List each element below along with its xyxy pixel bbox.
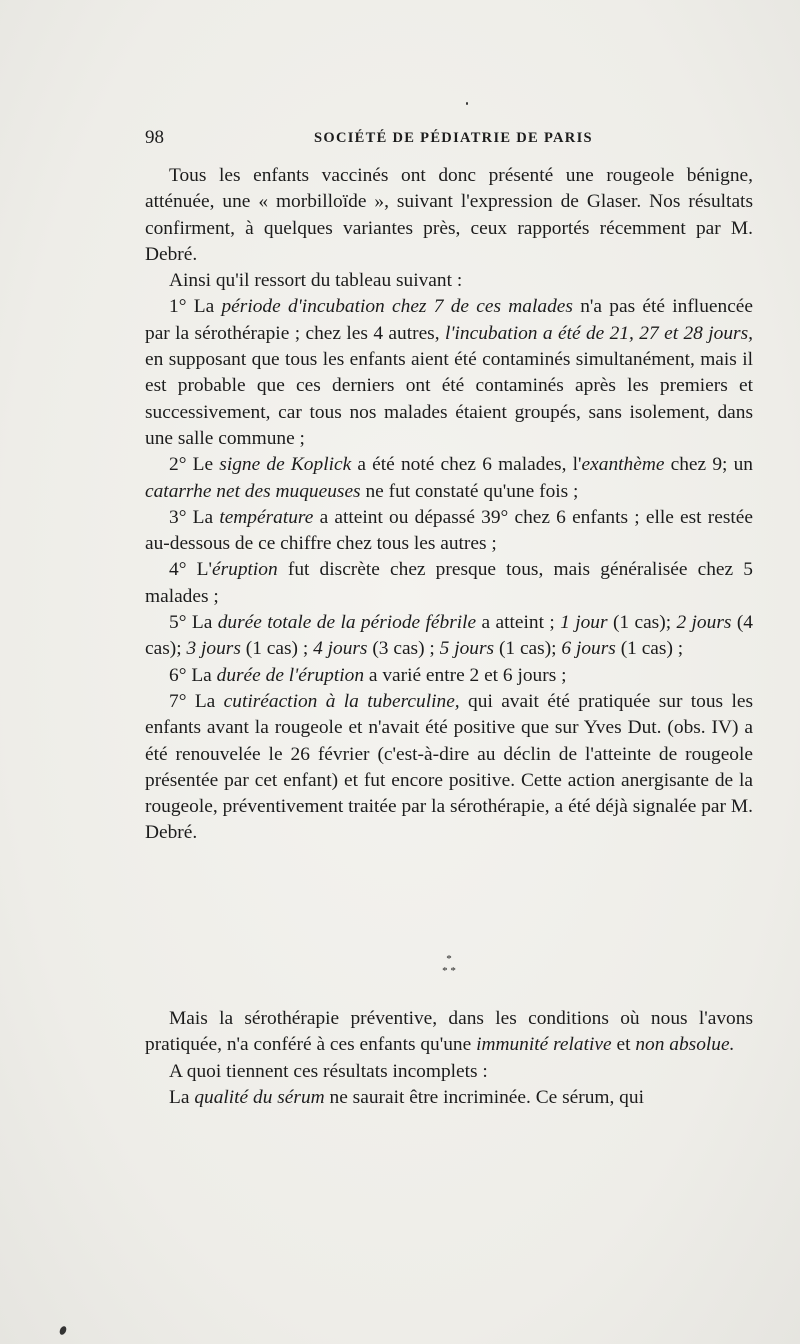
text-run: a atteint ou dépassé 39° chez 6 enfants ; elle est restée au-dessous de ce chiffre chez tous les autres ;: [145, 506, 753, 555]
italic-run: qualité du sérum: [194, 1086, 325, 1108]
italic-run: non absolue.: [635, 1034, 735, 1056]
text-run: (1 cas);: [612, 612, 672, 634]
list-number: 3°: [169, 506, 187, 528]
italic-run: immunité relative: [476, 1034, 612, 1056]
text-run: a été noté chez 6 malades,: [357, 454, 567, 476]
text-run: n'a pas été influencée par la sérothérapie ; chez les 4 autres,: [145, 296, 754, 344]
italic-run: éruption: [211, 559, 278, 581]
italic-run: durée totale de la période fébrile: [217, 612, 477, 634]
italic-run: exanthème: [581, 454, 665, 476]
paragraph-conclusion: [145, 1006, 753, 1059]
text-run: La: [192, 506, 214, 528]
list-number: 4°: [169, 559, 187, 581]
paragraph-serum: [145, 1085, 753, 1111]
paragraph-lead: Ainsi qu'il ressort du tableau suivant :: [169, 270, 463, 292]
section-separator: * * *: [442, 953, 456, 977]
list-item-1: [145, 294, 753, 452]
text-run: La: [191, 612, 213, 634]
text-run: fut discrète chez presque tous, mais généralisée chez 5 malades ;: [145, 559, 753, 607]
italic-run: 6 jours: [561, 638, 616, 660]
list-item-3: [145, 505, 753, 558]
text-run: en supposant que tous les enfants aient été contaminés simultanément, mais il est probable que ces derniers ont été contaminés après les premiers et successivement, car tous nos malades étaient groupés, sans isolement, dans une salle commune ;: [145, 349, 753, 449]
text-run: La: [193, 296, 215, 318]
italic-run: température: [219, 506, 314, 528]
italic-run: 4 jours: [313, 638, 368, 660]
text-run: Mais la sérothérapie préventive, dans les conditions où nous l'avons pratiquée, n'a conféré à ces enfants qu'une: [145, 1008, 753, 1056]
text-run: (1 cas) ;: [620, 638, 684, 660]
text-run: qui avait été pratiquée sur tous les enfants avant la rougeole et n'avait été positive que sur Yves Dut. (obs. IV) a été renouvelée le 26 février (c'est-à-dire au déclin de l'atteinte de rougeole présentée par cet enfant) et fut encore positive. Cette action anergisante de la rougeole, préventivement traitée par la sérothérapie, a été déjà signalée par M. Debré.: [145, 690, 753, 844]
list-item-6: [145, 663, 753, 689]
page-header: [145, 127, 755, 151]
text-run: ne saurait être incriminée. Ce sérum, qui: [329, 1086, 644, 1108]
body-text: [145, 163, 753, 847]
italic-run: période d'incubation chez 7 de ces malades: [221, 296, 573, 318]
list-item-5: [145, 610, 753, 663]
text-run: (4 cas);: [145, 612, 753, 660]
ink-speck: [58, 1325, 67, 1336]
italic-run: catarrhe net des muqueuses: [145, 480, 361, 502]
text-run: (1 cas) ;: [245, 638, 309, 660]
text-run: a varié entre 2 et 6 jours ;: [368, 664, 567, 686]
italic-run: 2 jours: [676, 612, 732, 634]
text-run: l': [572, 454, 582, 476]
text-run: et: [616, 1034, 631, 1056]
list-number: 5°: [169, 612, 187, 634]
text-run: (1 cas);: [498, 638, 557, 660]
list-number: 6°: [169, 664, 187, 686]
text-run: a atteint ;: [481, 612, 555, 634]
italic-run: cutiréaction à la tuberculine,: [223, 690, 460, 712]
text-run: ne fut constaté qu'une fois ;: [365, 480, 579, 502]
ink-speck: [466, 102, 468, 105]
list-item-2: [145, 452, 753, 505]
text-run: La: [194, 690, 216, 712]
body-text-continued: [145, 1006, 753, 1111]
list-number: 1°: [169, 296, 187, 318]
italic-run: signe de Koplick: [219, 454, 352, 476]
paragraph-intro: Tous les enfants vaccinés ont donc présenté une rougeole bénigne, atténuée, une « morbilloïde », suivant l'expression de Glaser. Nos résultats confirment, à quelques variantes près, ceux rapportés récemment par M. Debré.: [145, 165, 753, 265]
text-run: (3 cas) ;: [372, 638, 435, 660]
italic-run: l'incubation a été de 21, 27 et 28 jours,: [445, 322, 753, 344]
text-run: La: [169, 1086, 190, 1108]
text-run: La: [191, 664, 212, 686]
text-run: chez 9; un: [670, 454, 753, 476]
italic-run: 3 jours: [186, 638, 241, 660]
list-number: 7°: [169, 690, 187, 712]
italic-run: 5 jours: [439, 638, 495, 660]
paragraph-question: A quoi tiennent ces résultats incomplets :: [169, 1060, 488, 1082]
italic-run: durée de l'éruption: [216, 664, 365, 686]
list-item-7: [145, 689, 753, 847]
text-run: Le: [192, 454, 214, 476]
text-run: L': [196, 559, 212, 581]
list-item-4: [145, 557, 753, 610]
italic-run: 1 jour: [560, 612, 608, 634]
page-number: 98: [145, 127, 164, 148]
list-number: 2°: [169, 454, 187, 476]
running-head: SOCIÉTÉ DE PÉDIATRIE DE PARIS: [314, 130, 593, 146]
